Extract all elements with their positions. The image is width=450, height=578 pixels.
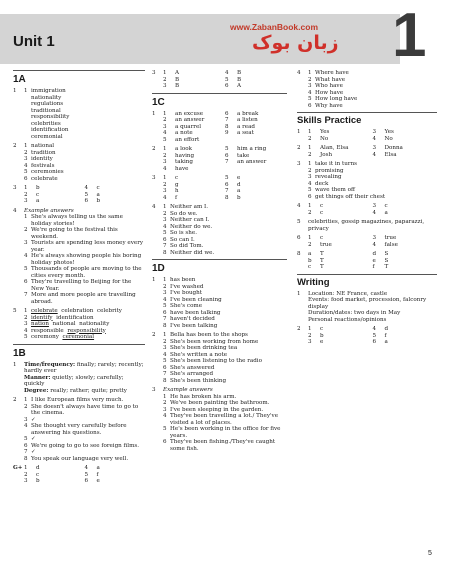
- answer-text: a: [384, 339, 388, 345]
- answer-item: celebrities: [31, 120, 61, 127]
- answer-number: 4: [372, 241, 377, 248]
- answer-item: 4 Neither do we.: [163, 223, 213, 230]
- answer-item: 3 I've been sleeping in the garden.: [163, 406, 264, 413]
- answer-text: a: [384, 209, 388, 216]
- watermark-url: www.ZabanBook.com: [230, 22, 319, 32]
- answer-item: 4 I've been cleaning: [163, 296, 222, 303]
- exercise-1a-1: 1 1 immigration nationality regulations traditional responsibility celebrities identification ceremonial: [13, 88, 145, 140]
- answer-text: taking: [175, 159, 193, 165]
- answer-item: 5 He's been working in the office for five years.: [163, 426, 281, 439]
- answer-item: 6 She's answered: [163, 364, 215, 371]
- answer-number: 5: [84, 191, 89, 198]
- answer-text: T: [320, 257, 324, 264]
- answer-item: 2 So do we.: [163, 210, 198, 217]
- answer-text: an excuse: [175, 110, 204, 117]
- answer-number: 2: [308, 241, 312, 248]
- answer-number: 9: [225, 130, 229, 136]
- answer-number: 3: [163, 83, 167, 89]
- answer-number: f: [372, 264, 375, 270]
- header-band: [0, 14, 400, 64]
- answer-text: S: [384, 251, 389, 257]
- answer-text: B: [237, 70, 242, 76]
- example-answers-label: Example answers: [24, 207, 74, 214]
- section-rule: [297, 112, 437, 113]
- answer-number: 2: [163, 152, 167, 159]
- answer-item: 3 revealing: [308, 174, 342, 180]
- answer-text: true: [384, 235, 397, 241]
- answer-text: a read: [237, 123, 256, 130]
- answer-number: 2: [24, 191, 28, 198]
- answer-item: 6 They're travelling to Beijing for the New Year.: [24, 279, 132, 292]
- answer-number: 2: [308, 135, 312, 142]
- answer-number: 6: [225, 181, 229, 188]
- answer-item: 4 She thought very carefully before answering his questions.: [24, 423, 127, 436]
- answer-number: 2: [163, 117, 167, 123]
- answer-text: c: [320, 326, 324, 332]
- answer-text: a: [96, 191, 100, 198]
- answer-number: 7: [225, 188, 229, 194]
- exercise-writing-2: 2 1 c 4 d 2 b 5 f 3 e 6 a: [297, 326, 437, 346]
- answer-item: 4 festivals: [24, 162, 55, 169]
- answer-number: 1: [308, 235, 312, 241]
- answer-item: 2 She's been working from home: [163, 338, 259, 345]
- answer-text: a: [237, 188, 241, 194]
- answer-item: 4 He's always showing people his boring holiday photos!: [24, 253, 142, 266]
- answer-text: c: [175, 175, 179, 181]
- answer-item: 3 Who have: [308, 83, 343, 89]
- answer-item: 1 take it in turns: [308, 161, 358, 167]
- answer-text: Alan, Elsa: [320, 145, 349, 151]
- answer-item: nationality: [31, 94, 62, 101]
- answer-item: 6 get things off their chest: [308, 193, 386, 200]
- exercise-1c-1: 1 1 an excuse 6 a break 2 an answer 7 a listen 3 a quarrel 8 a read 4 a note 9 a seat 5 an effort: [152, 111, 287, 144]
- answer-text: b: [36, 478, 40, 484]
- answer-text: d: [36, 465, 40, 471]
- answer-text: c: [320, 209, 324, 216]
- answer-text: A: [175, 70, 180, 76]
- answer-text: g: [175, 181, 179, 188]
- exercise-1c-4: 4 1 Neither am I. 2 So do we. 3 Neither can I. 4 Neither do we. 5 So is she. 6 So can I. 7 So did Tom. 8 Neither did we.: [152, 204, 287, 256]
- exercise-skills-2: 2 1 Alan, Elsa 3 Donna 2 Josh 4 Elsa: [297, 145, 437, 158]
- answer-number: 2: [163, 76, 167, 83]
- answer-text: e: [320, 339, 324, 345]
- answer-item: 7 So did Tom.: [163, 243, 204, 249]
- answer-text: a look: [175, 146, 193, 152]
- answer-number: 4: [372, 326, 377, 332]
- answer-item: 4 She's written a note: [163, 351, 228, 358]
- answer-number: 5: [225, 146, 229, 152]
- exercise-skills-6: 6 1 c 3 true 2 true 4 false: [297, 235, 437, 248]
- answer-text: Yes: [320, 129, 330, 135]
- exercise-skills-4: 4 1 c 3 c 2 c 4 a: [297, 203, 437, 216]
- answer-text: T: [320, 264, 324, 270]
- answer-text: a quarrel: [175, 123, 202, 130]
- answer-item: ceremonial: [31, 133, 63, 140]
- exercise-1d-4: 4 1 Where have 2 What have 3 Who have 4 How have 5 How long have 6 Why have: [297, 70, 437, 109]
- answer-item: 5 So is she.: [163, 230, 197, 236]
- answer-number: 8: [225, 123, 229, 130]
- answer-number: 6: [84, 478, 89, 484]
- exercise-skills-8: 8 a T d S b T e S c T f T: [297, 251, 437, 271]
- answer-item: 5 How long have: [308, 96, 358, 102]
- answer-number: 3: [372, 235, 377, 241]
- answer-number: 6: [225, 83, 229, 89]
- answer-number: 3: [372, 145, 377, 151]
- answer-line: Personal reactions/opinions: [308, 316, 387, 323]
- answer-number: 1: [163, 110, 167, 117]
- answer-item: 6 They've been fishing./They've caught some fish.: [163, 439, 276, 452]
- answer-number: e: [372, 257, 376, 264]
- answer-text: No: [320, 135, 329, 142]
- answer-item: 1 national: [24, 143, 55, 149]
- answer-text: c: [96, 185, 100, 191]
- answer-number: 6: [84, 198, 89, 204]
- exercise-1a-3: 3 1 b 4 c 2 c 5 a 3 a 6 b: [13, 185, 145, 205]
- answer-item: 1 immigration: [24, 88, 66, 94]
- answer-text: Donna: [384, 145, 403, 151]
- answer-number: 5: [84, 471, 89, 478]
- exercise-1a-5: 5 1 celebrate celebration celebrity 2 identify identification 3 nation national nationality 4 responsible responsibility 5 ceremony ceremonial: [13, 308, 122, 340]
- answer-text: a break: [237, 110, 259, 117]
- answer-number: 1: [24, 185, 28, 191]
- answer-item: 3 identity: [24, 156, 53, 162]
- section-title-writing: Writing: [297, 276, 330, 288]
- answer-item: 4 How have: [308, 89, 344, 96]
- answer-text: c: [320, 203, 324, 209]
- answer-item: 5 She's come: [163, 303, 203, 309]
- answer-text: h: [175, 188, 179, 194]
- answer-number: 6: [225, 110, 229, 117]
- answer-text: him a ring: [237, 146, 267, 152]
- answer-item: 5 wave them off: [308, 187, 355, 193]
- answer-text: a note: [175, 130, 193, 136]
- answer-number: 3: [372, 129, 377, 135]
- answer-number: 2: [24, 471, 28, 478]
- exercise-1b-1: 1 Time/frequency: finally; rarely; recently; hardly ever Manner: quietly; slowly; carefully; quickly Degree: really; rather; quite; pretty: [13, 361, 144, 394]
- answer-text: Josh: [320, 151, 333, 158]
- answer-text: f: [96, 471, 99, 478]
- answer-number: 5: [163, 136, 167, 143]
- exercise-skills-5: 5 celebrities, gossip magazines, paparazzi, privacy: [297, 219, 425, 232]
- answer-number: 3: [24, 198, 28, 204]
- answer-number: 8: [225, 194, 229, 201]
- answer-text: T: [320, 251, 324, 257]
- answer-item: 8 She's been thinking: [163, 377, 227, 384]
- exercise-1c-3: 3 1 c 5 e 2 g 6 d 3 h 7 a 4 f 8 b: [152, 175, 287, 201]
- answer-text: e: [237, 175, 241, 181]
- exercise-1a-2: 2 1 national 2 tradition 3 identity 4 festivals 5 ceremonies 6 celebrate: [13, 143, 145, 182]
- answer-item: 5 ceremonies: [24, 169, 64, 175]
- answer-number: d: [372, 251, 377, 257]
- answer-item: 3 ✓: [24, 416, 36, 423]
- exercise-1a-4: 4 Example answers 1 She's always telling us the same holiday stories! 2 We're going to the festival this weekend. 3 Tourists are spending less money every year. 4 He's always showing people his boring holiday photos! 5 Thousands of people are moving to the cities every month. 6 They're travelling to Beijing for the New Year. 7 More and more people are travelling abroad.: [13, 207, 144, 305]
- answer-item: 6 have been talking: [163, 309, 221, 316]
- example-answers-label: Example answers: [163, 387, 213, 393]
- exercise-1c-2: 2 1 a look 5 him a ring 2 having 6 take 3 taking 7 an answer 4 have: [152, 146, 287, 172]
- answer-text: Elsa: [384, 151, 397, 158]
- answer-number: 4: [372, 135, 377, 142]
- answer-text: an answer: [175, 117, 205, 123]
- column-2: [152, 70, 287, 452]
- unit-title: Unit 1: [13, 33, 55, 50]
- answer-item: 3 She's been drinking tea: [163, 345, 238, 351]
- answer-number: 3: [372, 203, 377, 209]
- answer-text: have: [175, 165, 189, 172]
- column-3: [297, 70, 437, 346]
- watermark-logo: زبان بوک: [252, 32, 339, 54]
- answer-number: 6: [225, 152, 229, 159]
- answer-number: 1: [308, 145, 312, 151]
- answer-number: 5: [225, 76, 229, 83]
- answer-text: a seat: [237, 130, 254, 136]
- answer-text: c: [36, 471, 40, 478]
- answer-text: T: [384, 264, 389, 270]
- answer-item: 2 We're going to the festival this weekend.: [24, 227, 118, 240]
- answer-text: take: [237, 152, 250, 159]
- answer-number: 1: [163, 146, 167, 152]
- answer-item: 6 celebrate: [24, 175, 58, 182]
- answer-item: 4 They've been travelling a lot./ They've visited a lot of places.: [163, 413, 278, 426]
- answer-number: 5: [372, 332, 377, 339]
- exercise-skills-1: 1 1 Yes 3 Yes 2 No 4 No: [297, 129, 437, 142]
- answer-item: 2 We've been painting the bathroom.: [163, 400, 270, 406]
- section-title-1d: 1D: [152, 263, 165, 274]
- section-title-1c: 1C: [152, 96, 165, 108]
- answer-number: 1: [163, 70, 167, 76]
- exercise-1d-3: 3 Example answers 1 He has broken his arm. 2 We've been painting the bathroom. 3 I've been sleeping in the garden. 4 They've been travelling a lot./ They've visited a lot of places. 5 He's been working in the office for five years. 6 They've been fishing./They've caught some fish.: [152, 387, 287, 452]
- answer-item: 7 More and more people are travelling abroad.: [24, 292, 136, 305]
- section-rule: [152, 259, 287, 260]
- answer-number: 1: [24, 465, 28, 471]
- exercise-1b-g: G+ 1 d 4 a 2 c 5 f 3 b 6 e: [13, 465, 145, 485]
- answer-item: 6 We're going to go to see foreign films.: [24, 442, 140, 449]
- answer-text: e: [96, 478, 100, 484]
- section-rule: [13, 344, 145, 345]
- answer-item: regulations: [31, 101, 64, 107]
- answer-item: 1 Bella has been to the shops: [163, 332, 248, 338]
- answer-item: 8 Neither did we.: [163, 249, 215, 256]
- answer-item: 1 has been: [163, 277, 196, 283]
- exercise-1b-3: 3 1 A 4 B 2 B 5 B 3 B 6 A: [152, 70, 287, 90]
- answer-text: having: [175, 152, 195, 159]
- answer-text: B: [175, 76, 180, 83]
- answer-number: 1: [163, 175, 167, 181]
- answer-text: an answer: [237, 159, 267, 165]
- answer-text: Yes: [384, 129, 394, 135]
- answer-number: 7: [225, 159, 229, 165]
- answer-line: Duration/dates: two days in May: [308, 310, 401, 316]
- answer-text: f: [384, 332, 387, 339]
- answer-text: c: [384, 203, 388, 209]
- answer-item: 6 Why have: [308, 102, 343, 109]
- answer-text: d: [237, 181, 241, 188]
- answer-text: a: [96, 465, 100, 471]
- answer-item: 5 ✓: [24, 436, 36, 442]
- section-rule: [297, 274, 437, 275]
- answer-number: 2: [308, 209, 312, 216]
- answer-line: Location: NE France, castle: [308, 290, 388, 297]
- exercise-writing-1: 1 Location: NE France, castle Events: food market, procession, falconry display Duration/dates: two days in May Personal reactions/opinions: [297, 291, 437, 324]
- answer-number: 3: [163, 123, 167, 130]
- answer-item: 1 Where have: [308, 70, 349, 76]
- answer-item: 3 Tourists are spending less money every year.: [24, 240, 144, 253]
- answer-number: 5: [225, 175, 229, 181]
- answer-item: 8 You speak our language very well.: [24, 455, 129, 462]
- answer-number: 4: [225, 70, 229, 76]
- answer-text: f: [175, 194, 178, 201]
- section-title-skills: Skills Practice: [297, 115, 362, 126]
- answer-number: 3: [163, 188, 167, 194]
- answer-number: a: [308, 251, 312, 257]
- exercise-1d-1: 1 1 has been 2 I've washed 3 I've bought 4 I've been cleaning 5 She's come 6 have been talking 7 haven't decided 8 I've been talking: [152, 277, 287, 329]
- section-title-1b: 1B: [13, 347, 26, 359]
- answer-item: 7 ✓: [24, 449, 36, 455]
- answer-item: 6 So can I.: [163, 236, 195, 243]
- answer-line: Degree: really; rather; quite; pretty: [24, 387, 127, 394]
- answer-number: 3: [24, 478, 28, 484]
- answer-text: A: [237, 83, 242, 89]
- answer-item: 1 Neither am I.: [163, 204, 209, 210]
- answer-item: 1 He has broken his arm.: [163, 393, 237, 400]
- answer-item: 7 She's arranged: [163, 371, 214, 377]
- answer-item: 3 I've bought: [163, 290, 202, 296]
- answer-text: b: [96, 198, 101, 204]
- answer-item: 2 tradition: [24, 149, 56, 156]
- answer-item: 4 deck: [308, 180, 329, 187]
- answer-number: 7: [225, 117, 229, 123]
- unit-number: 1: [392, 1, 427, 70]
- answer-number: 1: [308, 326, 312, 332]
- answer-text: b: [36, 185, 40, 191]
- answer-text: No: [384, 135, 393, 142]
- answer-number: 4: [84, 185, 89, 191]
- answer-item: traditional: [31, 107, 61, 114]
- answer-text: a listen: [237, 117, 258, 123]
- exercise-1b-2: 2 1 I like European films very much. 2 She doesn't always have time to go to the cinema. 3 ✓ 4 She thought very carefully before answering his questions. 5 ✓ 6 We're going to go to see foreign films. 7 ✓ 8 You speak our language very well.: [13, 397, 145, 462]
- answer-text: true: [320, 241, 332, 248]
- answer-text: c: [320, 235, 324, 241]
- section-rule: [152, 93, 287, 94]
- answer-item: 2 She doesn't always have time to go to the cinema.: [24, 403, 139, 416]
- answer-number: 4: [163, 165, 167, 172]
- answer-item: 8 I've been talking: [163, 322, 218, 329]
- answer-item: 2 What have: [308, 76, 346, 83]
- answer-line: Manner: quietly; slowly; carefully; quickly: [24, 374, 124, 387]
- answer-number: 4: [84, 465, 89, 471]
- answer-item: 2 I've washed: [163, 283, 204, 290]
- page-number: 5: [428, 550, 432, 557]
- column-1: [13, 70, 145, 485]
- answer-item: 3 Neither can I.: [163, 217, 210, 223]
- answer-item: 2 promising: [308, 167, 344, 174]
- answer-line: Time/frequency: finally; rarely; recently; hardly ever: [24, 361, 144, 374]
- answer-number: 1: [308, 203, 312, 209]
- answer-number: 1: [308, 129, 312, 135]
- answer-number: b: [308, 257, 312, 264]
- answer-number: 4: [372, 209, 377, 216]
- answer-text: false: [384, 241, 398, 248]
- answer-text: B: [175, 83, 180, 89]
- answer-text: b: [237, 194, 241, 201]
- answer-item: 1 She's always telling us the same holiday stories!: [24, 214, 123, 227]
- section-title-1a: 1A: [13, 74, 26, 85]
- answer-text: b: [320, 332, 324, 339]
- answer-text: a: [36, 198, 40, 204]
- answer-item: 5 Thousands of people are moving to the cities every month.: [24, 266, 142, 279]
- answer-number: 3: [163, 159, 167, 165]
- answer-text: B: [237, 76, 242, 83]
- answer-text: c: [36, 191, 40, 198]
- answer-number: 2: [308, 332, 312, 339]
- answer-line: Events: food market, procession, falconry display: [308, 297, 427, 310]
- answer-number: 4: [163, 130, 167, 136]
- answer-item: 5 She's been listening to the radio: [163, 358, 262, 364]
- answer-item: responsibility: [31, 114, 70, 120]
- answer-text: an effort: [175, 136, 200, 143]
- answer-number: 4: [163, 194, 167, 201]
- answer-item: 1 I like European films very much.: [24, 397, 124, 403]
- answer-item: 7 haven't decided: [163, 316, 215, 322]
- section-rule: [13, 70, 145, 71]
- exercise-1d-2: 2 1 Bella has been to the shops 2 She's been working from home 3 She's been drinking tea 4 She's written a note 5 She's been listening to the radio 6 She's answered 7 She's arranged 8 She's been thinking: [152, 332, 287, 384]
- answer-number: 2: [308, 151, 312, 158]
- answer-number: c: [308, 264, 312, 270]
- answer-number: 4: [372, 151, 377, 158]
- answer-number: 6: [372, 339, 377, 345]
- answer-number: 3: [308, 339, 312, 345]
- answer-item: identification: [31, 127, 69, 133]
- exercise-skills-3: 3 1 take it in turns 2 promising 3 revealing 4 deck 5 wave them off 6 get things off their chest: [297, 161, 437, 200]
- answer-number: 2: [163, 181, 167, 188]
- answer-text: S: [384, 257, 389, 264]
- answer-text: d: [384, 326, 389, 332]
